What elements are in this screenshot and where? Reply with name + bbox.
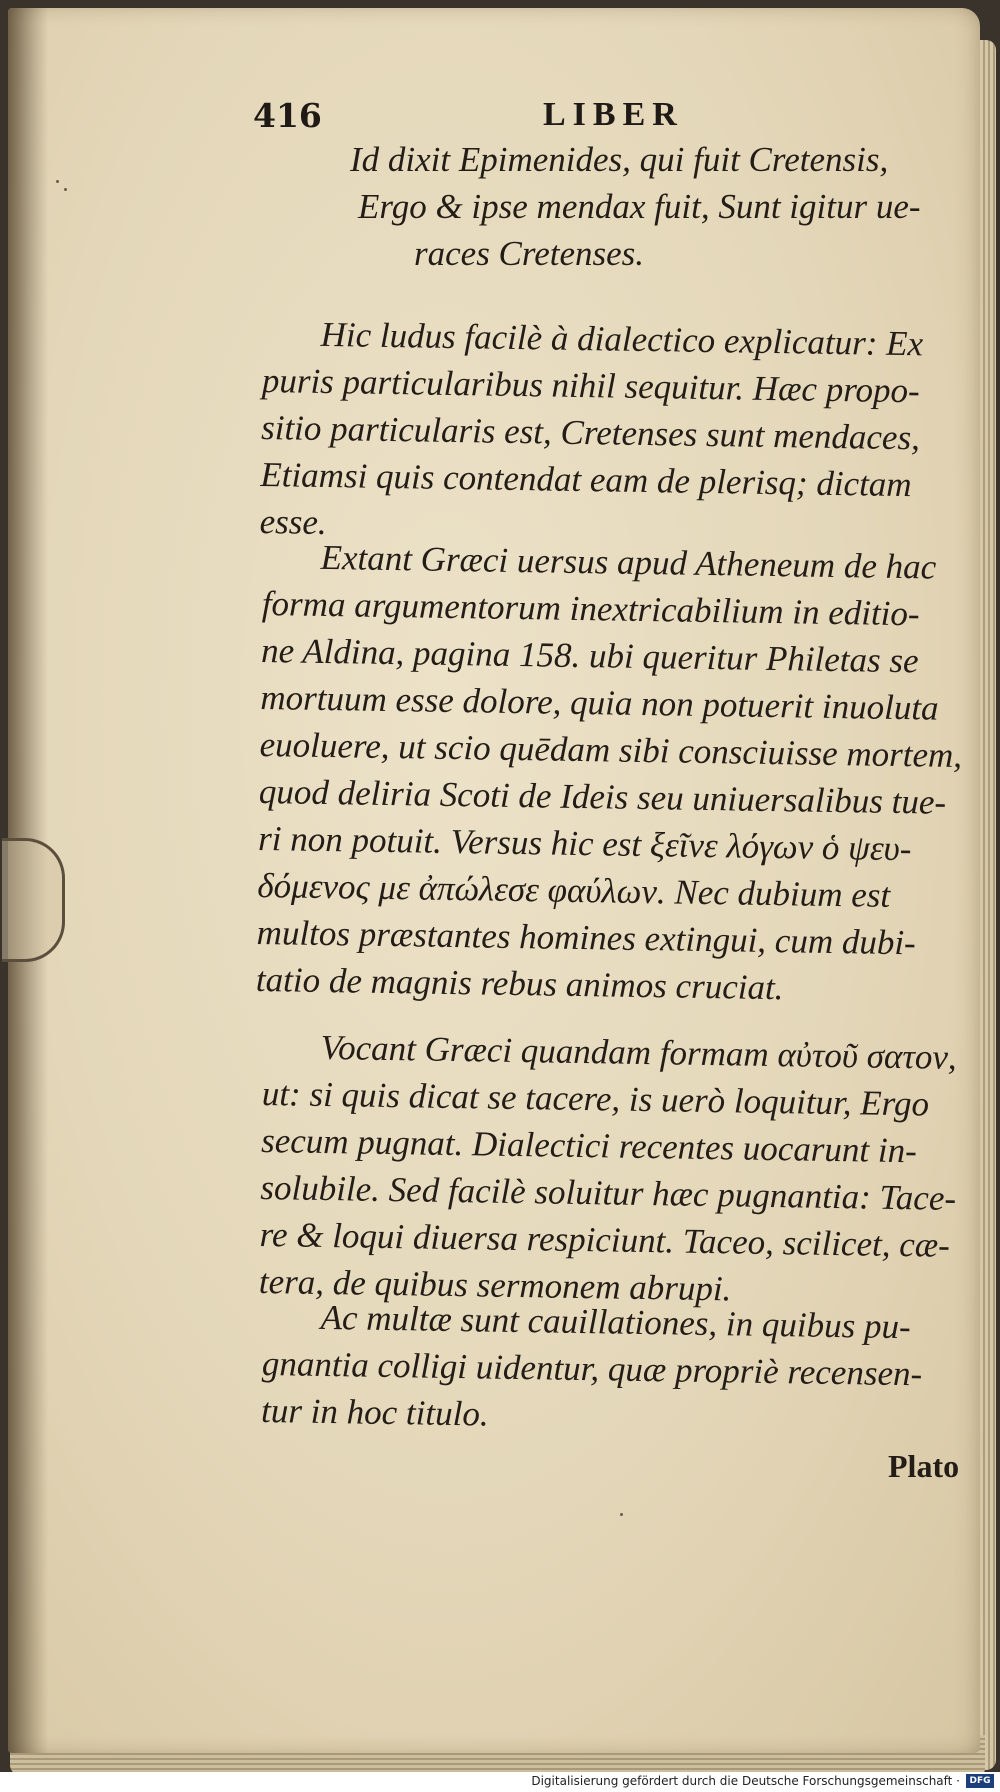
verse-quotation — [350, 136, 921, 277]
paper-speck — [620, 1513, 623, 1516]
text-line: sitio particularis est, Cretenses sunt mendaces, — [260, 407, 921, 458]
dfg-logo-icon: DFG — [966, 1774, 994, 1788]
paper-speck — [64, 188, 67, 191]
text-line: puris particularibus nihil sequitur. Hæc propo- — [261, 360, 921, 411]
running-head: LIBER — [543, 96, 684, 133]
paragraph-extant-graeci — [256, 533, 966, 1014]
book-page — [8, 8, 980, 1753]
text-line: Vocant Græci quandam formam αὐτοῦ σατον, — [320, 1027, 958, 1077]
text-line: secum pugnat. Dialectici recentes uocarunt in- — [260, 1120, 918, 1171]
text-line: re & loqui diuersa respiciunt. Taceo, scilicet, cæ- — [259, 1214, 951, 1265]
text-line: gnantia colligi uidentur, quæ propriè recensen- — [261, 1343, 923, 1394]
text-line: Etiamsi quis contendat eam de plerisq; dictam — [260, 454, 912, 505]
text-line: tur in hoc titulo. — [260, 1390, 489, 1434]
paragraph-hic-ludus — [259, 310, 923, 555]
text-line: euoluere, ut scio quēdam sibi consciuisse mortem, — [259, 724, 963, 776]
paragraph-ac-multae — [261, 1293, 924, 1444]
verse-line: Id dixit Epimenides, qui fuit Cretensis, — [350, 140, 889, 179]
text-line: Extant Græci uersus apud Atheneum de hac — [320, 537, 937, 587]
text-line: forma argumentorum inextricabilium in editio- — [261, 583, 920, 634]
text-line: ri non potuit. Versus hic est ξεῖνε λόγων ὁ ψευ- — [257, 818, 912, 869]
text-line: δόμενος με ἀπώλεσε φαύλων. Nec dubium est — [257, 865, 891, 915]
text-line: esse. — [259, 501, 328, 543]
catchword: Plato — [888, 1448, 960, 1484]
page-number: 416 — [253, 96, 322, 135]
funding-note: Digitalisierung gefördert durch die Deutsche Forschungsgemeinschaft · — [531, 1774, 960, 1788]
paragraph-vocant-graeci — [259, 1023, 959, 1316]
text-line: mortuum esse dolore, quia non potuerit inuoluta — [260, 677, 939, 728]
text-line: quod deliria Scoti de Ideis seu uniuersalibus tue- — [258, 771, 947, 822]
digitization-footer — [0, 1772, 1000, 1792]
text-line: ne Aldina, pagina 158. ubi queritur Philetas se — [260, 630, 919, 681]
paper-speck — [56, 180, 59, 183]
text-line: ut: si quis dicat se tacere, is uerò loquitur, Ergo — [261, 1073, 930, 1124]
verse-line: races Cretenses. — [414, 234, 645, 273]
text-line: tera, de quibus sermonem abrupi. — [258, 1261, 732, 1309]
text-line: solubile. Sed facilè soluitur hæc pugnantia: Tace- — [260, 1167, 957, 1218]
text-line: Ac multæ sunt cauillationes, in quibus pu- — [320, 1297, 911, 1347]
text-line: Hic ludus facilè à dialectico explicatur: Ex — [320, 314, 924, 364]
verse-line: Ergo & ipse mendax fuit, Sunt igitur ue- — [358, 187, 921, 226]
text-line: multos præstantes homines extingui, cum dubi- — [256, 912, 917, 963]
binding-clasp — [2, 838, 65, 962]
text-line: tatio de magnis rebus animos cruciat. — [255, 959, 784, 1008]
